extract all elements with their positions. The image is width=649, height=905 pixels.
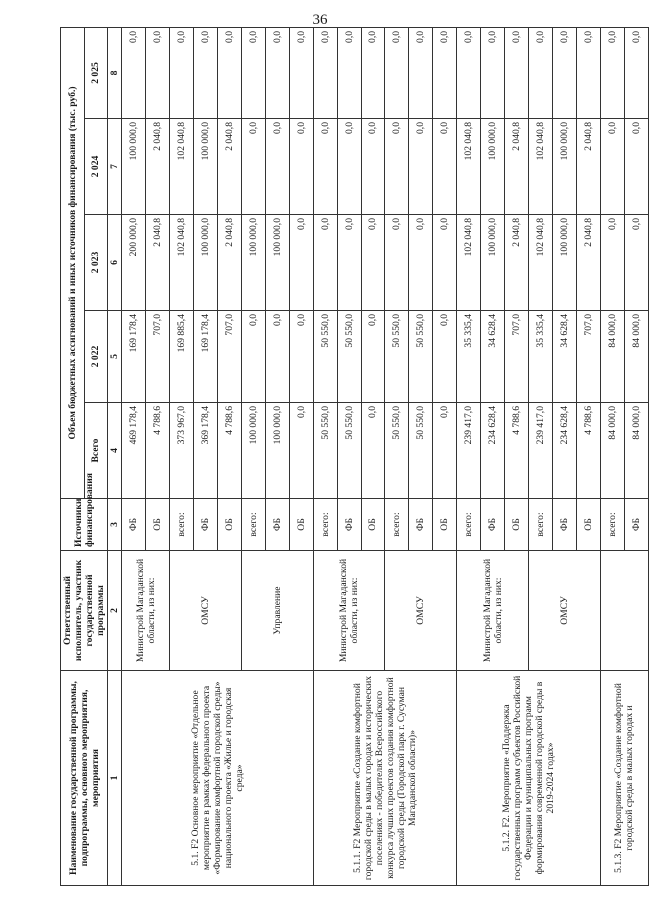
- header-year-2023: 2 023: [84, 215, 108, 311]
- header-year-total: Всего: [84, 403, 108, 499]
- funding-source: всего:: [457, 499, 481, 551]
- header-year-2025: 2 025: [84, 27, 108, 118]
- amount-cell: 0,0: [241, 27, 265, 118]
- amount-cell: 34 628,4: [481, 311, 505, 403]
- amount-cell: 0,0: [409, 27, 433, 118]
- amount-cell: 4 788,6: [505, 403, 529, 499]
- amount-cell: 100 000,0: [481, 215, 505, 311]
- funding-source: ФБ: [481, 499, 505, 551]
- funding-source: ОБ: [217, 499, 241, 551]
- amount-cell: 239 417,0: [529, 403, 553, 499]
- amount-cell: 102 040,8: [529, 215, 553, 311]
- table-row: [457, 27, 481, 885]
- amount-cell: 0,0: [122, 27, 146, 118]
- amount-cell: 0,0: [433, 311, 457, 403]
- amount-cell: 0,0: [265, 27, 289, 118]
- amount-cell: 102 040,8: [529, 119, 553, 215]
- amount-cell: 707,0: [576, 311, 600, 403]
- header-name: Наименование государственной программы, подпрограммы, основного мероприятия, мероприятия: [61, 671, 108, 886]
- amount-cell: 50 550,0: [313, 403, 337, 499]
- amount-cell: 102 040,8: [457, 215, 481, 311]
- amount-cell: 373 967,0: [170, 403, 194, 499]
- funding-source: ОБ: [146, 499, 170, 551]
- amount-cell: 84 000,0: [624, 311, 648, 403]
- amount-cell: 102 040,8: [170, 119, 194, 215]
- amount-cell: 100 000,0: [553, 215, 577, 311]
- amount-cell: 0,0: [289, 119, 313, 215]
- amount-cell: 0,0: [241, 311, 265, 403]
- header-volume: Объем бюджетных ассигнований и иных источников финансирования (тыс. руб.): [61, 27, 85, 498]
- amount-cell: 0,0: [361, 403, 385, 499]
- amount-cell: 2 040,8: [146, 119, 170, 215]
- amount-cell: 169 178,4: [122, 311, 146, 403]
- amount-cell: 0,0: [265, 119, 289, 215]
- header-year-2024: 2 024: [84, 119, 108, 215]
- amount-cell: 0,0: [433, 119, 457, 215]
- amount-cell: 0,0: [624, 215, 648, 311]
- amount-cell: 707,0: [505, 311, 529, 403]
- page-number: 36: [312, 12, 328, 28]
- amount-cell: 102 040,8: [170, 215, 194, 311]
- funding-source: всего:: [529, 499, 553, 551]
- column-index: 8: [108, 27, 122, 118]
- amount-cell: 2 040,8: [217, 215, 241, 311]
- amount-cell: 0,0: [361, 27, 385, 118]
- funding-source: всего:: [170, 499, 194, 551]
- amount-cell: 0,0: [170, 27, 194, 118]
- column-index: 6: [108, 215, 122, 311]
- responsible-executor: ОМСУ: [170, 551, 242, 671]
- funding-source: ОБ: [289, 499, 313, 551]
- amount-cell: 0,0: [361, 119, 385, 215]
- amount-cell: 707,0: [146, 311, 170, 403]
- measure-name: 5.1. F2 Основное мероприятие «Отдельное мероприятие в рамках федерального проекта «Формирование комфортной городской среды» национального проекта «Жилье и городская среда»: [122, 671, 314, 886]
- amount-cell: 100 000,0: [193, 119, 217, 215]
- amount-cell: 50 550,0: [409, 403, 433, 499]
- column-index: 5: [108, 311, 122, 403]
- table-row: [122, 27, 146, 885]
- column-index: 4: [108, 403, 122, 499]
- amount-cell: 2 040,8: [505, 119, 529, 215]
- responsible-executor: Министрой Магаданской области, из них:: [457, 551, 529, 671]
- amount-cell: 0,0: [409, 215, 433, 311]
- funding-source: всего:: [313, 499, 337, 551]
- column-index: 1: [108, 671, 122, 886]
- responsible-executor: ОМСУ: [385, 551, 457, 671]
- amount-cell: 2 040,8: [576, 119, 600, 215]
- amount-cell: 100 000,0: [553, 119, 577, 215]
- amount-cell: 0,0: [409, 119, 433, 215]
- amount-cell: 369 178,4: [193, 403, 217, 499]
- amount-cell: 100 000,0: [241, 215, 265, 311]
- amount-cell: 0,0: [624, 119, 648, 215]
- funding-source: ФБ: [624, 499, 648, 551]
- amount-cell: 0,0: [457, 27, 481, 118]
- amount-cell: 169 885,4: [170, 311, 194, 403]
- amount-cell: 0,0: [481, 27, 505, 118]
- amount-cell: 100 000,0: [265, 215, 289, 311]
- amount-cell: 0,0: [433, 215, 457, 311]
- funding-source: ОБ: [576, 499, 600, 551]
- measure-name: 5.1.3. F2 Мероприятие «Создание комфортной городской среды в малых городах и: [600, 671, 648, 886]
- amount-cell: 0,0: [313, 119, 337, 215]
- funding-source: всего:: [600, 499, 624, 551]
- amount-cell: 4 788,6: [576, 403, 600, 499]
- responsible-executor: Министрой Магаданской области, из них:: [122, 551, 170, 671]
- header-year-2022: 2 022: [84, 311, 108, 403]
- table-row: [313, 27, 337, 885]
- amount-cell: 0,0: [313, 27, 337, 118]
- amount-cell: 50 550,0: [313, 311, 337, 403]
- amount-cell: 0,0: [600, 215, 624, 311]
- amount-cell: 0,0: [193, 27, 217, 118]
- amount-cell: 84 000,0: [624, 403, 648, 499]
- amount-cell: 4 788,6: [146, 403, 170, 499]
- amount-cell: 84 000,0: [600, 403, 624, 499]
- funding-source: ФБ: [337, 499, 361, 551]
- column-index: 3: [108, 499, 122, 551]
- amount-cell: 100 000,0: [481, 119, 505, 215]
- table-body: [122, 27, 649, 885]
- amount-cell: 34 628,4: [553, 311, 577, 403]
- amount-cell: 35 335,4: [457, 311, 481, 403]
- amount-cell: 0,0: [600, 27, 624, 118]
- funding-source: ФБ: [193, 499, 217, 551]
- amount-cell: 200 000,0: [122, 215, 146, 311]
- amount-cell: 0,0: [337, 27, 361, 118]
- amount-cell: 0,0: [624, 27, 648, 118]
- amount-cell: 0,0: [146, 27, 170, 118]
- amount-cell: 100 000,0: [122, 119, 146, 215]
- amount-cell: 0,0: [289, 27, 313, 118]
- funding-source: ОБ: [361, 499, 385, 551]
- amount-cell: 50 550,0: [337, 311, 361, 403]
- header-responsible: Ответственный исполнитель, участник государственной программы: [61, 551, 108, 671]
- amount-cell: 0,0: [385, 215, 409, 311]
- column-index: 7: [108, 119, 122, 215]
- amount-cell: 100 000,0: [241, 403, 265, 499]
- amount-cell: 0,0: [265, 311, 289, 403]
- amount-cell: 2 040,8: [505, 215, 529, 311]
- amount-cell: 0,0: [337, 119, 361, 215]
- measure-name: 5.1.1. F2 Мероприятие «Создание комфортной городской среды в малых городах и исторических поселениях - победителях Всероссийского конкурса лучших проектов создания комфортной городской среды (Городской парк г. Сусуман Магаданской области)»: [313, 671, 457, 886]
- responsible-executor: Управление: [241, 551, 313, 671]
- amount-cell: 0,0: [337, 215, 361, 311]
- amount-cell: 0,0: [385, 27, 409, 118]
- amount-cell: 2 040,8: [146, 215, 170, 311]
- amount-cell: 35 335,4: [529, 311, 553, 403]
- funding-source: всего:: [385, 499, 409, 551]
- amount-cell: 707,0: [217, 311, 241, 403]
- funding-source: всего:: [241, 499, 265, 551]
- funding-source: ОБ: [433, 499, 457, 551]
- amount-cell: 50 550,0: [385, 403, 409, 499]
- responsible-executor: [600, 551, 648, 671]
- column-index: 2: [108, 551, 122, 671]
- amount-cell: 100 000,0: [193, 215, 217, 311]
- rotated-page: [60, 28, 642, 886]
- funding-source: ФБ: [553, 499, 577, 551]
- amount-cell: 102 040,8: [457, 119, 481, 215]
- amount-cell: 4 788,6: [217, 403, 241, 499]
- amount-cell: 0,0: [553, 27, 577, 118]
- funding-source: ФБ: [265, 499, 289, 551]
- measure-name: 5.1.2. F2. Мероприятие «Поддержка государственных программ субъектов Российской Федерации и муниципальных программ формирования современной городской среды в 2019-2024 годах»: [457, 671, 601, 886]
- amount-cell: 50 550,0: [385, 311, 409, 403]
- responsible-executor: ОМСУ: [529, 551, 601, 671]
- funding-source: ФБ: [122, 499, 146, 551]
- amount-cell: 469 178,4: [122, 403, 146, 499]
- amount-cell: 50 550,0: [409, 311, 433, 403]
- amount-cell: 239 417,0: [457, 403, 481, 499]
- table-row: [600, 27, 624, 885]
- amount-cell: 0,0: [385, 119, 409, 215]
- amount-cell: 0,0: [576, 27, 600, 118]
- amount-cell: 0,0: [217, 27, 241, 118]
- amount-cell: 0,0: [289, 403, 313, 499]
- funding-source: ФБ: [409, 499, 433, 551]
- amount-cell: 2 040,8: [576, 215, 600, 311]
- amount-cell: 169 178,4: [193, 311, 217, 403]
- amount-cell: 2 040,8: [217, 119, 241, 215]
- amount-cell: 234 628,4: [553, 403, 577, 499]
- table-container: [60, 28, 642, 886]
- amount-cell: 0,0: [361, 311, 385, 403]
- amount-cell: 84 000,0: [600, 311, 624, 403]
- amount-cell: 0,0: [505, 27, 529, 118]
- amount-cell: 0,0: [289, 311, 313, 403]
- funding-source: ОБ: [505, 499, 529, 551]
- amount-cell: 0,0: [313, 215, 337, 311]
- amount-cell: 234 628,4: [481, 403, 505, 499]
- amount-cell: 100 000,0: [265, 403, 289, 499]
- amount-cell: 0,0: [529, 27, 553, 118]
- amount-cell: 0,0: [361, 215, 385, 311]
- financing-table: [60, 27, 649, 886]
- responsible-executor: Министрой Магаданской области, из них:: [313, 551, 385, 671]
- amount-cell: 0,0: [433, 27, 457, 118]
- amount-cell: 0,0: [433, 403, 457, 499]
- amount-cell: 0,0: [289, 215, 313, 311]
- amount-cell: 0,0: [600, 119, 624, 215]
- amount-cell: 0,0: [241, 119, 265, 215]
- amount-cell: 50 550,0: [337, 403, 361, 499]
- header-source: Источники финансирования: [61, 499, 108, 551]
